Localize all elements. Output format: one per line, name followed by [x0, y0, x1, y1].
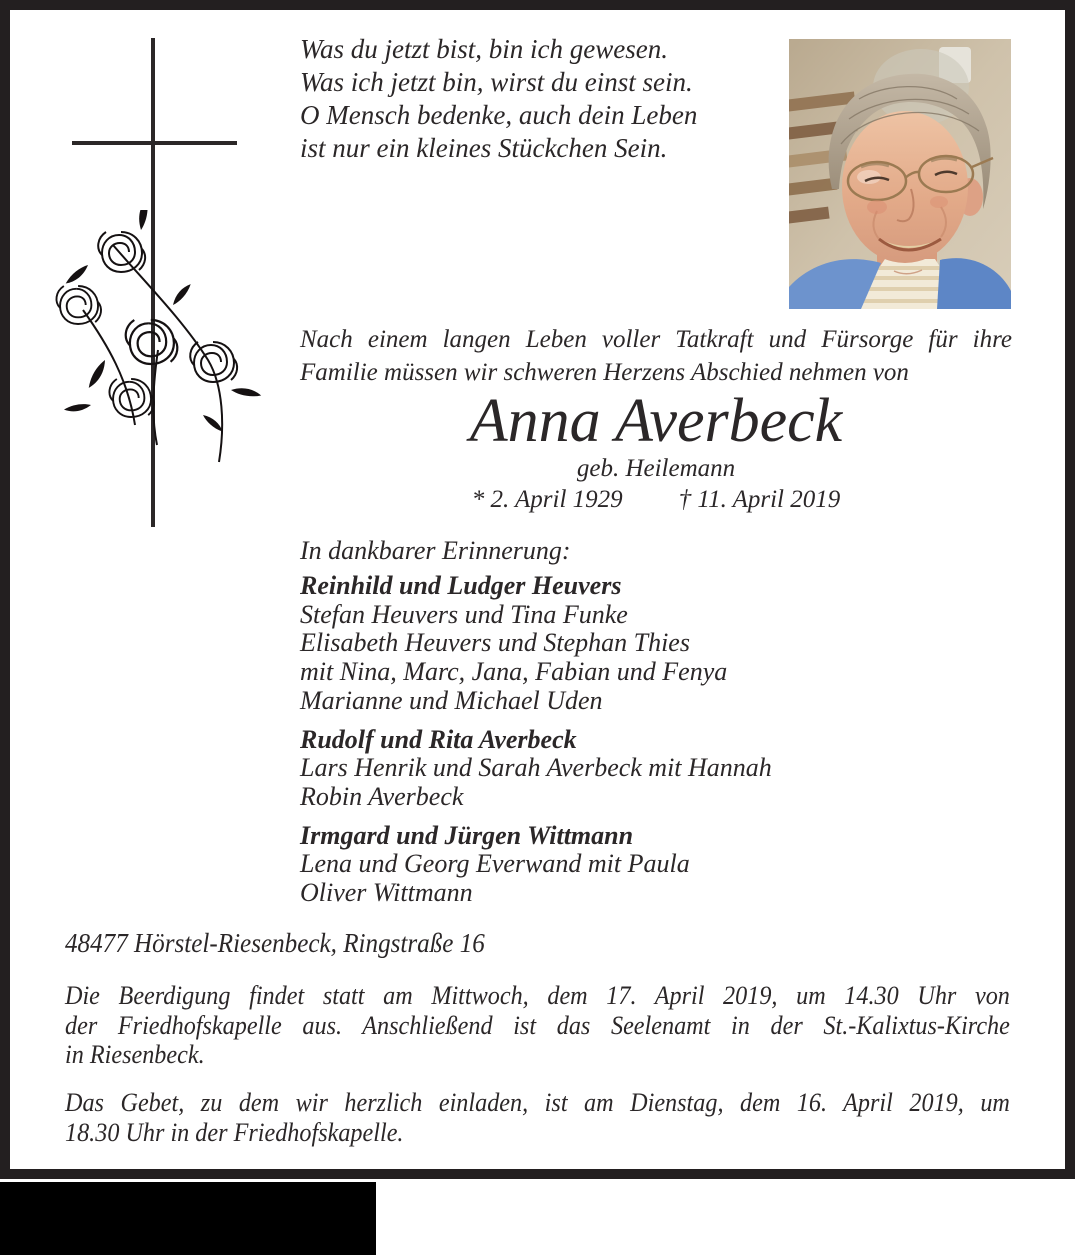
- maiden-name: geb. Heilemann: [576, 455, 736, 482]
- funeral-line: Die Beerdigung findet statt am Mittwoch, dem 17. April 2019, um 14.30 Uhr von: [65, 981, 1010, 1010]
- funeral-line: der Friedhofskapelle aus. Anschließend ist das Seelenamt in der St.-Kalixtus-Kirche: [65, 1010, 1010, 1040]
- prayer-details: [65, 1088, 1010, 1147]
- epitaph-line: Was ich jetzt bin, wirst du einst sein.: [300, 67, 693, 97]
- mourner-line: Marianne und Michael Uden: [300, 685, 603, 715]
- death-date: † 11. April 2019: [678, 486, 841, 513]
- epitaph-line: O Mensch bedenke, auch dein Leben: [300, 100, 698, 130]
- announcement-line: Familie müssen wir schweren Herzens Abschied nehmen von: [300, 359, 909, 386]
- mourner-line: Oliver Wittmann: [300, 878, 473, 908]
- rose-spray-icon: [53, 210, 268, 470]
- mourner-group: [300, 726, 1040, 812]
- epitaph-verse: [300, 33, 697, 165]
- deceased-name: Anna Averbeck: [469, 387, 843, 455]
- mourner-line: mit Nina, Marc, Jana, Fabian und Fenya: [300, 657, 728, 687]
- prayer-line: Das Gebet, zu dem wir herzlich einladen, ist am Dienstag, dem 16. April 2019, um: [65, 1088, 1010, 1117]
- cross-horizontal-bar: [72, 141, 237, 145]
- life-dates: [300, 486, 1012, 514]
- funeral-line: in Riesenbeck.: [65, 1040, 205, 1069]
- mourner-line: Lars Henrik und Sarah Averbeck mit Hannah: [300, 753, 772, 783]
- mourners-list: [300, 572, 1040, 918]
- birth-date: * 2. April 1929: [471, 486, 623, 513]
- mourner-group-header: Rudolf und Rita Averbeck: [300, 724, 577, 754]
- prayer-line: 18.30 Uhr in der Friedhofskapelle.: [65, 1117, 404, 1147]
- mourner-line: Robin Averbeck: [300, 781, 464, 811]
- redaction-bar: [0, 1182, 376, 1255]
- mourner-line: Lena und Georg Everwand mit Paula: [300, 849, 690, 879]
- remembrance-label: In dankbarer Erinnerung:: [300, 536, 571, 565]
- mourner-group: [300, 572, 1040, 716]
- mourner-line: Stefan Heuvers und Tina Funke: [300, 599, 628, 629]
- epitaph-line: ist nur ein kleines Stückchen Sein.: [300, 133, 668, 163]
- portrait-photo: [789, 39, 1011, 309]
- mourner-group-header: Irmgard und Jürgen Wittmann: [300, 820, 634, 850]
- announcement-line: Nach einem langen Leben voller Tatkraft und Fürsorge für ihre: [300, 326, 1012, 353]
- funeral-details: [65, 981, 1010, 1070]
- mourner-line: Elisabeth Heuvers und Stephan Thies: [300, 628, 690, 658]
- mourner-group-header: Reinhild und Ludger Heuvers: [300, 571, 622, 600]
- address-line: 48477 Hörstel-Riesenbeck, Ringstraße 16: [65, 928, 485, 958]
- mourner-group: [300, 822, 1040, 908]
- announcement-text: [300, 323, 1012, 389]
- epitaph-line: Was du jetzt bist, bin ich gewesen.: [300, 34, 668, 64]
